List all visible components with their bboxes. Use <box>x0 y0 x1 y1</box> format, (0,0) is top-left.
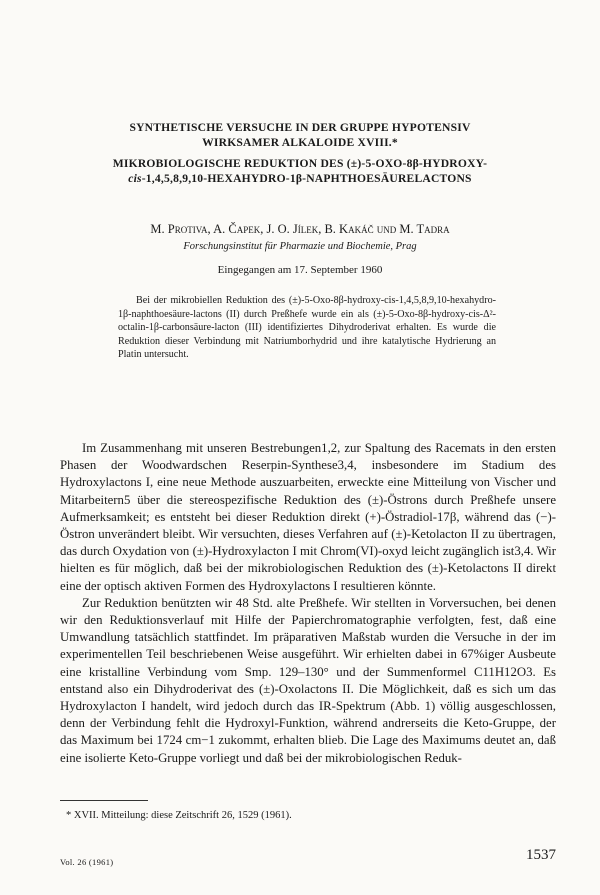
authors: M. Protiva, A. Čapek, J. O. Jílek, B. Kakáč und M. Tadra <box>150 222 450 236</box>
institution: Forschungsinstitut für Pharmazie und Biochemie, Prag <box>183 241 417 252</box>
title-line-4 <box>60 171 540 186</box>
footnote: * XVII. Mitteilung: diese Zeitschrift 26, 1529 (1961). <box>66 810 292 821</box>
title-line-2: WIRKSAMER ALKALOIDE XVIII.* <box>202 136 398 149</box>
abstract <box>118 294 496 362</box>
title-line-4-italic: cis <box>128 172 142 185</box>
page-number: 1537 <box>526 847 556 863</box>
journal-volume: Vol. 26 (1961) <box>60 857 114 867</box>
title-line-3: MIKROBIOLOGISCHE REDUKTION DES (±)-5-OXO-8β-HYDROXY- <box>112 157 488 170</box>
body-text <box>60 440 556 767</box>
title-line-4-rest: -1,4,5,8,9,10-HEXAHYDRO-1β-NAPHTHOESÄURELACTONS <box>141 172 472 185</box>
paragraph-1: Im Zusammenhang mit unseren Bestrebungen1,2, zur Spaltung des Racemats in den ersten Phasen der Woodwardschen Reserpin-Synthese3,4, insbesondere im Stadium des Hydroxylactons I, eine neue Methode auszuarbeiten, erweckte eine Mitteilung von Vischer und Mitarbeitern5 über die stereospezifische Reduktion des (±)-Östrons durch Preßhefe unsere Aufmerksamkeit; es entsteht bei dieser Reduktion direkt (+)-Östradiol-17β, während das (−)-Östron unverändert bleibt. Wir versuchten, dieses Verfahren auf (±)-Ketolacton II zu übertragen, das durch Oxydation von (±)-Hydroxylacton I mit Chrom(VI)-oxyd leicht zugänglich ist3,4. Wir hielten es für möglich, daß bei der mikrobiologischen Reduktion des (±)-Ketolactons II direkt eine der optisch aktiven Formen des Hydroxylactons I resultieren könnte. <box>60 441 556 593</box>
received-date: Eingegangen am 17. September 1960 <box>217 264 383 276</box>
footnote-rule <box>60 800 148 801</box>
paragraph-2: Zur Reduktion benützten wir 48 Std. alte Preßhefe. Wir stellten in Vorversuchen, bei denen wir den Reduktionsverlauf mit Hilfe der Papierchromatographie verfolgten, fest, daß eine Umwandlung tatsächlich stattfindet. Im präparativen Maßstab wurden die Versuche in der im experimentellen Teil beschriebenen Weise ausgeführt. Wir erhielten dabei in 67%iger Ausbeute eine kristalline Verbindung vom Smp. 129–130° und der Summenformel C11H12O3. Es entstand also ein Dihydroderivat des (±)-Oxolactons II. Die Möglichkeit, daß es sich um das Hydroxylacton I handelt, wird jedoch durch das IR-Spektrum (Abb. 1) völlig ausgeschlossen, denn der Verbindung fehlt die Hydroxyl-Funktion, während andrerseits die Keto-Gruppe, der das Maximum bei 1724 cm−1 zukommt, erhalten blieb. Die Lage des Maximums deutet an, daß eine isolierte Keto-Gruppe vorliegt und daß bei der mikrobiologischen Reduk- <box>60 595 556 765</box>
title-line-1: SYNTHETISCHE VERSUCHE IN DER GRUPPE HYPOTENSIV <box>129 121 471 134</box>
abstract-text: Bei der mikrobiellen Reduktion des (±)-5-Oxo-8β-hydroxy-cis-1,4,5,8,9,10-hexahydro-1β-naphthoesäure-lactons (II) durch Preßhefe wurde ein als (±)-5-Oxo-8β-hydroxy-cis-Δ²-octalin-1β-carbonsäure-lacton (III) identifiziertes Dihydroderivat erhalten. Es wurde die Reduktion dieser Verbindung mit Natriumborhydrid und ihre katalytische Hydrierung an Platin untersucht. <box>118 295 496 361</box>
